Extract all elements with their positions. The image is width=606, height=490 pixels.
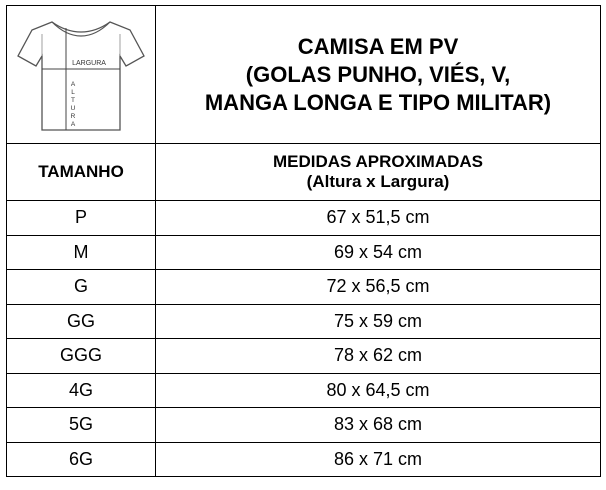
header-row (7, 144, 601, 201)
title-row (7, 6, 601, 144)
title-cell (156, 6, 601, 144)
size-chart-table (6, 5, 601, 477)
measures-cell: 72 x 56,5 cm (156, 270, 601, 305)
title-line-1: CAMISA EM PV (297, 33, 459, 59)
svg-text:L: L (71, 89, 75, 96)
svg-text:T: T (71, 97, 75, 104)
measures-header-subtitle: (Altura x Largura) (306, 172, 450, 191)
size-header: TAMANHO (7, 144, 156, 201)
measures-cell: 67 x 51,5 cm (156, 201, 601, 236)
table-row (7, 373, 601, 408)
size-cell: G (7, 270, 156, 305)
measures-header-title: MEDIDAS APROXIMADAS (273, 152, 483, 171)
svg-text:U: U (70, 105, 76, 112)
title-line-3: MANGA LONGA E TIPO MILITAR) (204, 89, 552, 115)
tshirt-outline (18, 22, 144, 130)
size-cell: GG (7, 304, 156, 339)
svg-text:A: A (70, 81, 76, 88)
size-cell: GGG (7, 339, 156, 374)
measures-header (156, 144, 601, 201)
size-cell: 5G (7, 408, 156, 443)
measures-cell: 86 x 71 cm (156, 442, 601, 477)
measures-cell: 83 x 68 cm (156, 408, 601, 443)
table-row (7, 408, 601, 443)
measures-cell: 75 x 59 cm (156, 304, 601, 339)
table-row (7, 270, 601, 305)
width-label: LARGURA (72, 60, 106, 67)
size-rows (7, 201, 601, 477)
svg-text:R: R (70, 113, 76, 120)
size-cell: P (7, 201, 156, 236)
size-cell: M (7, 235, 156, 270)
measures-cell: 80 x 64,5 cm (156, 373, 601, 408)
measures-cell: 78 x 62 cm (156, 339, 601, 374)
table-row (7, 339, 601, 374)
table-row (7, 304, 601, 339)
tshirt-measurement-diagram (16, 12, 146, 137)
table-row (7, 235, 601, 270)
table-row (7, 442, 601, 477)
size-cell: 4G (7, 373, 156, 408)
table-row (7, 201, 601, 236)
size-cell: 6G (7, 442, 156, 477)
shirt-diagram-cell (7, 6, 156, 144)
svg-text:A: A (70, 121, 76, 128)
measures-cell: 69 x 54 cm (156, 235, 601, 270)
title-line-2: (GOLAS PUNHO, VIÉS, V, (245, 61, 511, 87)
